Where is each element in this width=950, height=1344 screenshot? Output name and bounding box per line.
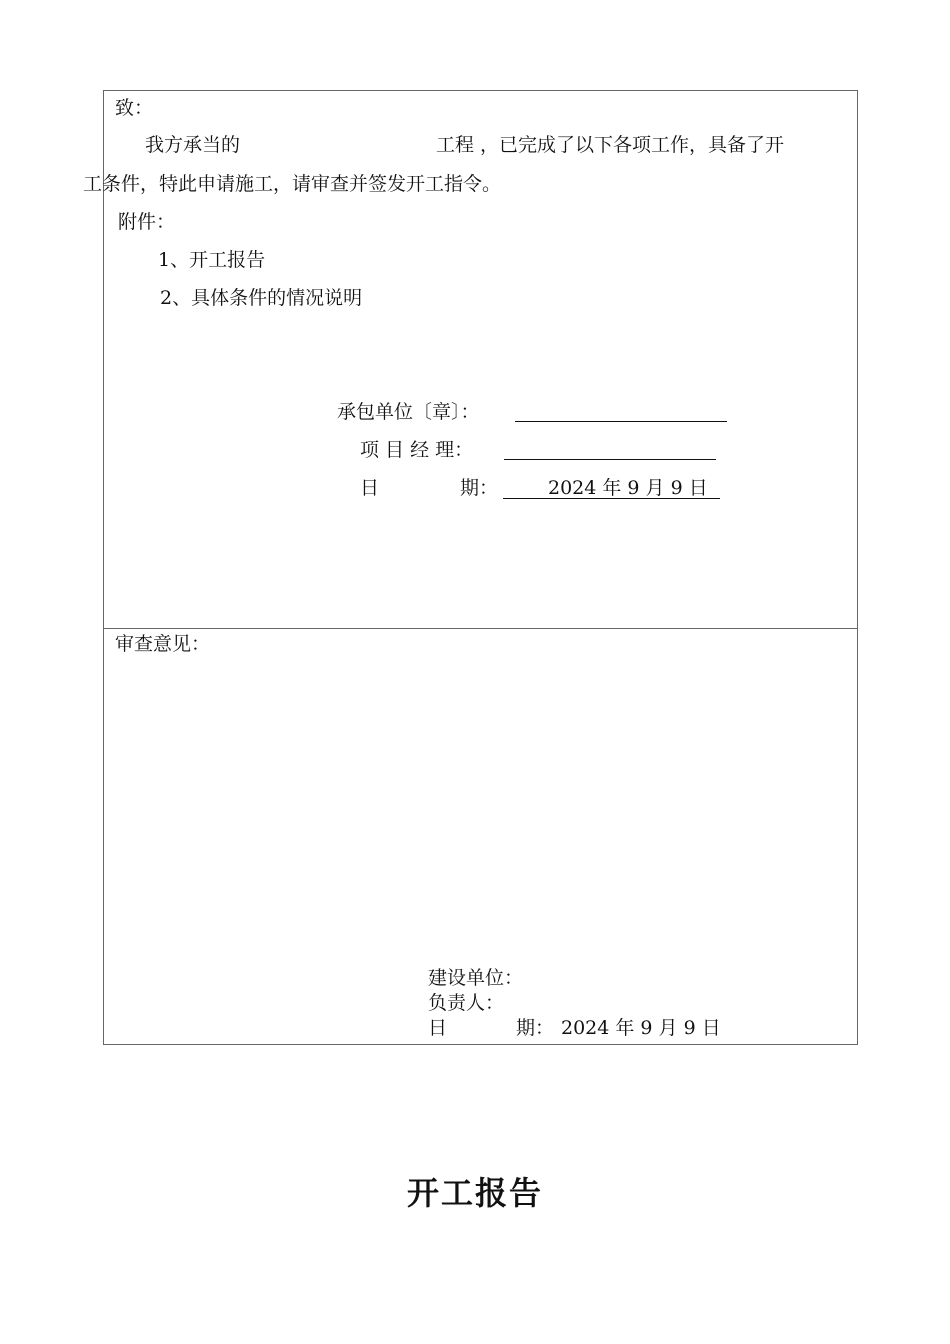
contractor-signature-line <box>515 421 727 422</box>
responsible-person-label: 负责人： <box>428 992 505 1014</box>
builder-label: 建设单位： <box>428 967 524 989</box>
application-date-value: 2024 年 9 月 9 日 <box>548 477 708 499</box>
paragraph-project-text: 工程 ，已完成了以下各项工作，具备了开 <box>436 134 785 156</box>
application-date-label-right: 期： <box>460 477 499 499</box>
paragraph-line-2: 工条件，特此申请施工，请审查并签发开工指令。 <box>83 173 502 195</box>
document-title: 开工报告 <box>406 1174 543 1212</box>
project-manager-label: 项 目 经 理： <box>360 439 474 461</box>
section-divider <box>104 628 857 629</box>
review-date-label-left: 日 <box>428 1017 448 1039</box>
application-form-table <box>103 90 858 1045</box>
paragraph-prefix: 我方承当的 <box>145 134 241 156</box>
to-label: 致： <box>115 97 154 119</box>
application-date-label-left: 日 <box>360 477 380 499</box>
review-opinion-label: 审查意见： <box>115 633 211 655</box>
contractor-label: 承包单位〔章〕： <box>337 401 480 423</box>
project-manager-signature-line <box>504 459 716 460</box>
application-date-underline <box>503 498 720 499</box>
attachment-item-2: 2、具体条件的情况说明 <box>160 287 363 309</box>
review-date-label-right: 期： <box>516 1017 555 1039</box>
review-date-value: 2024 年 9 月 9 日 <box>561 1017 721 1039</box>
attachment-item-1: 1、开工报告 <box>158 249 266 271</box>
attachments-label: 附件： <box>118 211 176 233</box>
